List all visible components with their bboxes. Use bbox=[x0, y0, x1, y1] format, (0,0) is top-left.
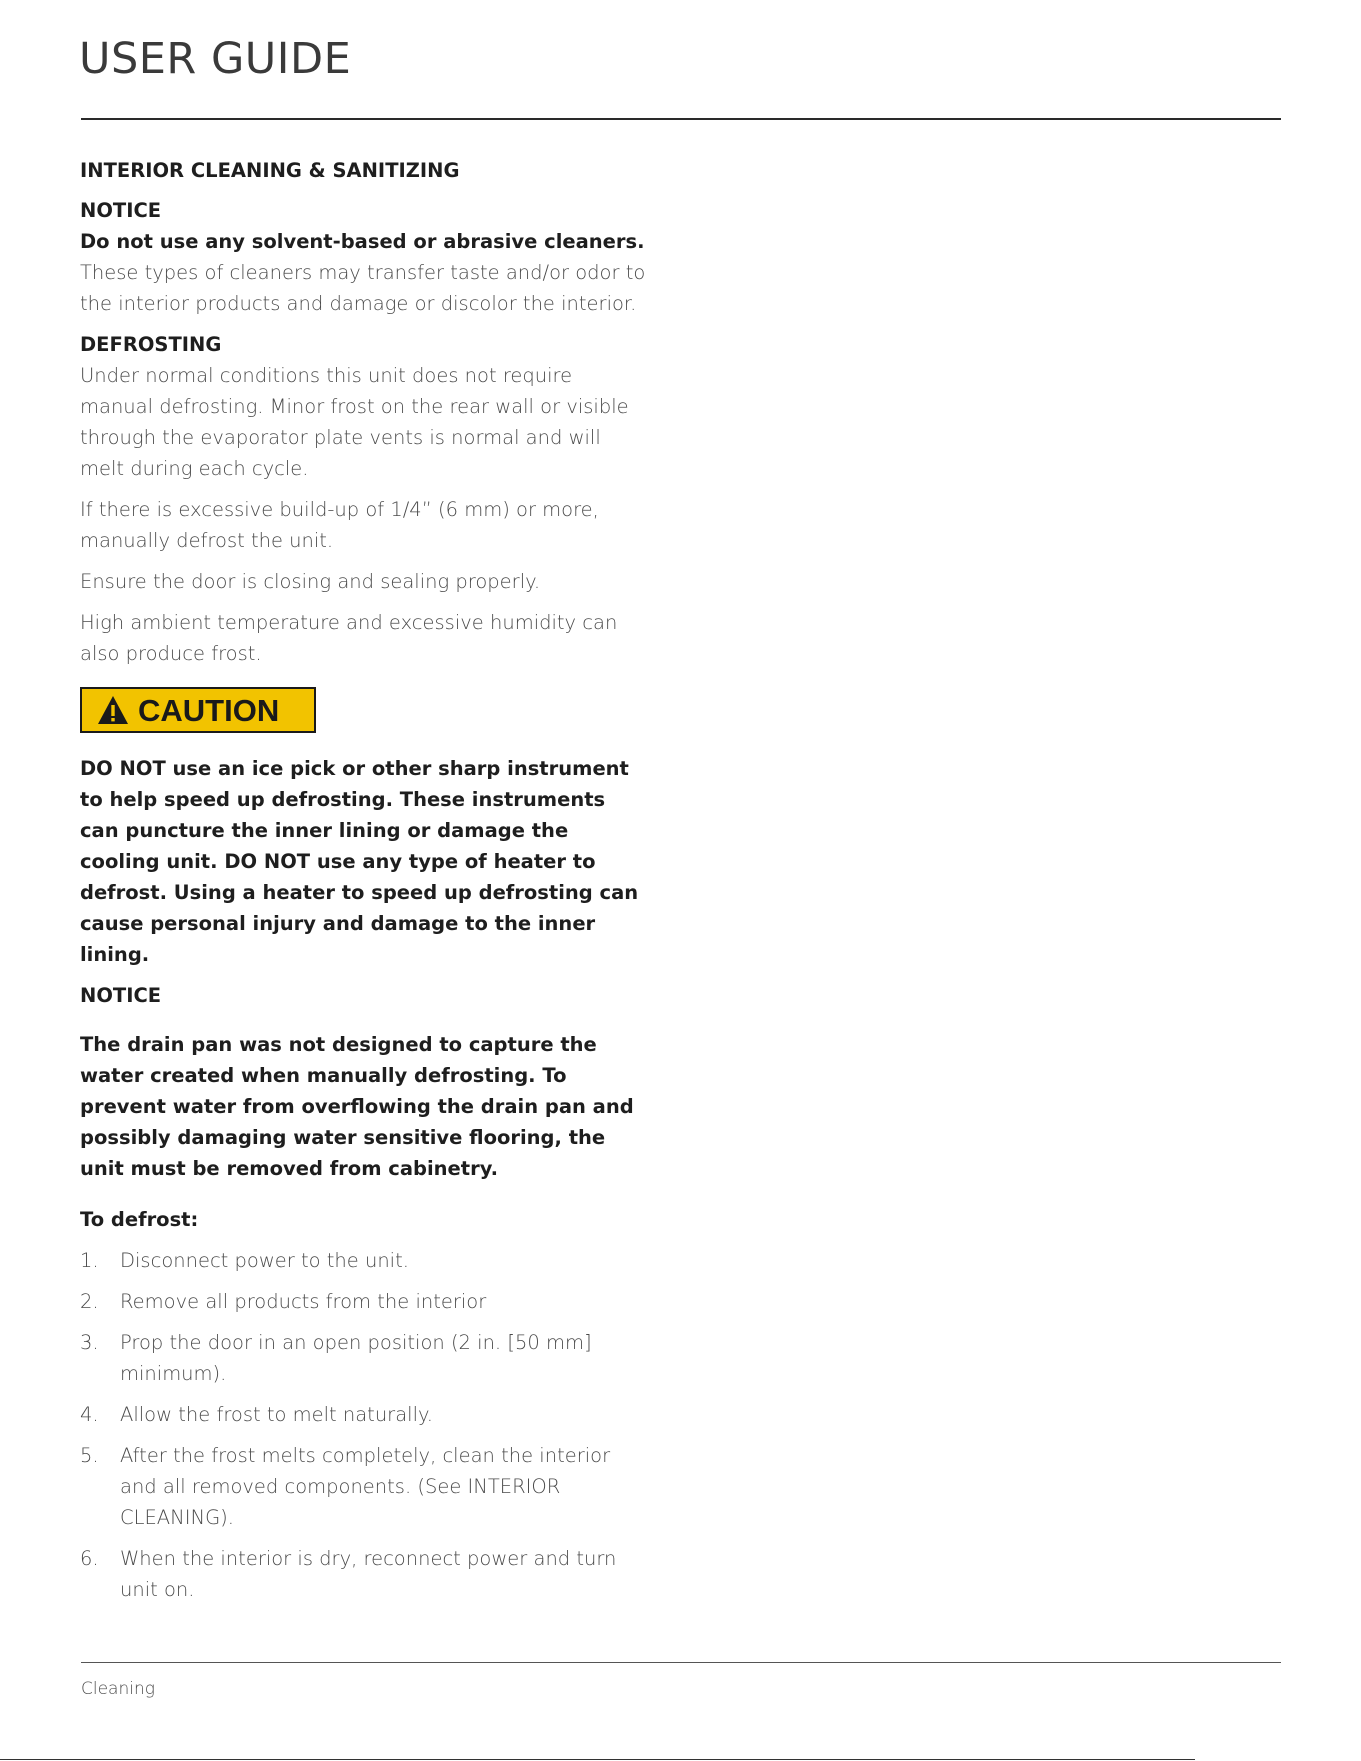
step-text: Disconnect power to the unit. bbox=[120, 1249, 409, 1272]
step-text: Allow the frost to melt naturally. bbox=[120, 1403, 433, 1426]
defrost-paragraph: If there is excessive build-up of 1/4” (6 mm) or more, manually defrost the unit. bbox=[80, 498, 599, 552]
header-divider bbox=[81, 118, 1281, 120]
footer-divider bbox=[81, 1662, 1281, 1663]
notice-body: These types of cleaners may transfer taste and/or odor to the interior products and damage or discolor the interior. bbox=[80, 261, 646, 315]
step-number: 5. bbox=[80, 1444, 99, 1467]
content-column bbox=[80, 155, 650, 1605]
step-number: 2. bbox=[80, 1290, 99, 1313]
footer-section-label: Cleaning bbox=[81, 1679, 155, 1699]
notice-drain-pan-text: The drain pan was not designed to capture the water created when manually defrosting. To prevent water from overflowing the drain pan and possibly damaging water sensitive flooring, the unit must be removed from cabinetry. bbox=[80, 1033, 634, 1180]
list-item bbox=[80, 1440, 650, 1533]
caution-label: CAUTION bbox=[138, 692, 280, 728]
list-item bbox=[80, 1399, 650, 1430]
step-number: 1. bbox=[80, 1249, 99, 1272]
defrost-steps-list bbox=[80, 1245, 650, 1605]
page-bottom-edge bbox=[0, 1759, 1195, 1760]
list-item bbox=[80, 1327, 650, 1389]
notice-paragraph bbox=[80, 226, 650, 319]
list-item bbox=[80, 1245, 650, 1276]
defrost-paragraph: Under normal conditions this unit does not require manual defrosting. Minor frost on the rear wall or visible through the evaporator plate vents is normal and will melt during each cycle. bbox=[80, 364, 629, 480]
interior-cleaning-heading: INTERIOR CLEANING & SANITIZING bbox=[80, 159, 460, 182]
step-text: After the frost melts completely, clean the interior and all removed components. (See INTERIOR CLEANING). bbox=[120, 1444, 611, 1529]
notice-label: NOTICE bbox=[80, 199, 162, 222]
step-number: 4. bbox=[80, 1403, 99, 1426]
notice-emphasis: Do not use any solvent-based or abrasive cleaners. bbox=[80, 230, 645, 253]
to-defrost-label: To defrost: bbox=[80, 1208, 199, 1231]
list-item bbox=[80, 1286, 650, 1317]
defrost-paragraph: High ambient temperature and excessive humidity can also produce frost. bbox=[80, 611, 618, 665]
step-text: Remove all products from the interior bbox=[120, 1290, 487, 1313]
step-text: When the interior is dry, reconnect power and turn unit on. bbox=[120, 1547, 617, 1601]
defrosting-heading: DEFROSTING bbox=[80, 333, 222, 356]
caution-badge bbox=[80, 687, 316, 733]
notice-label: NOTICE bbox=[80, 984, 162, 1007]
page-title: USER GUIDE bbox=[79, 34, 352, 84]
caution-text: DO NOT use an ice pick or other sharp instrument to help speed up defrosting. These instruments can puncture the inner lining or damage the cooling unit. DO NOT use any type of heater to defrost. Using a heater to speed up defrosting can cause personal injury and damage to the inner lining. bbox=[80, 757, 639, 966]
step-text: Prop the door in an open position (2 in. [50 mm] minimum). bbox=[120, 1331, 592, 1385]
step-number: 3. bbox=[80, 1331, 99, 1354]
warning-triangle-icon bbox=[96, 694, 130, 726]
list-item bbox=[80, 1543, 650, 1605]
step-number: 6. bbox=[80, 1547, 99, 1570]
defrost-paragraph: Ensure the door is closing and sealing properly. bbox=[80, 570, 541, 593]
